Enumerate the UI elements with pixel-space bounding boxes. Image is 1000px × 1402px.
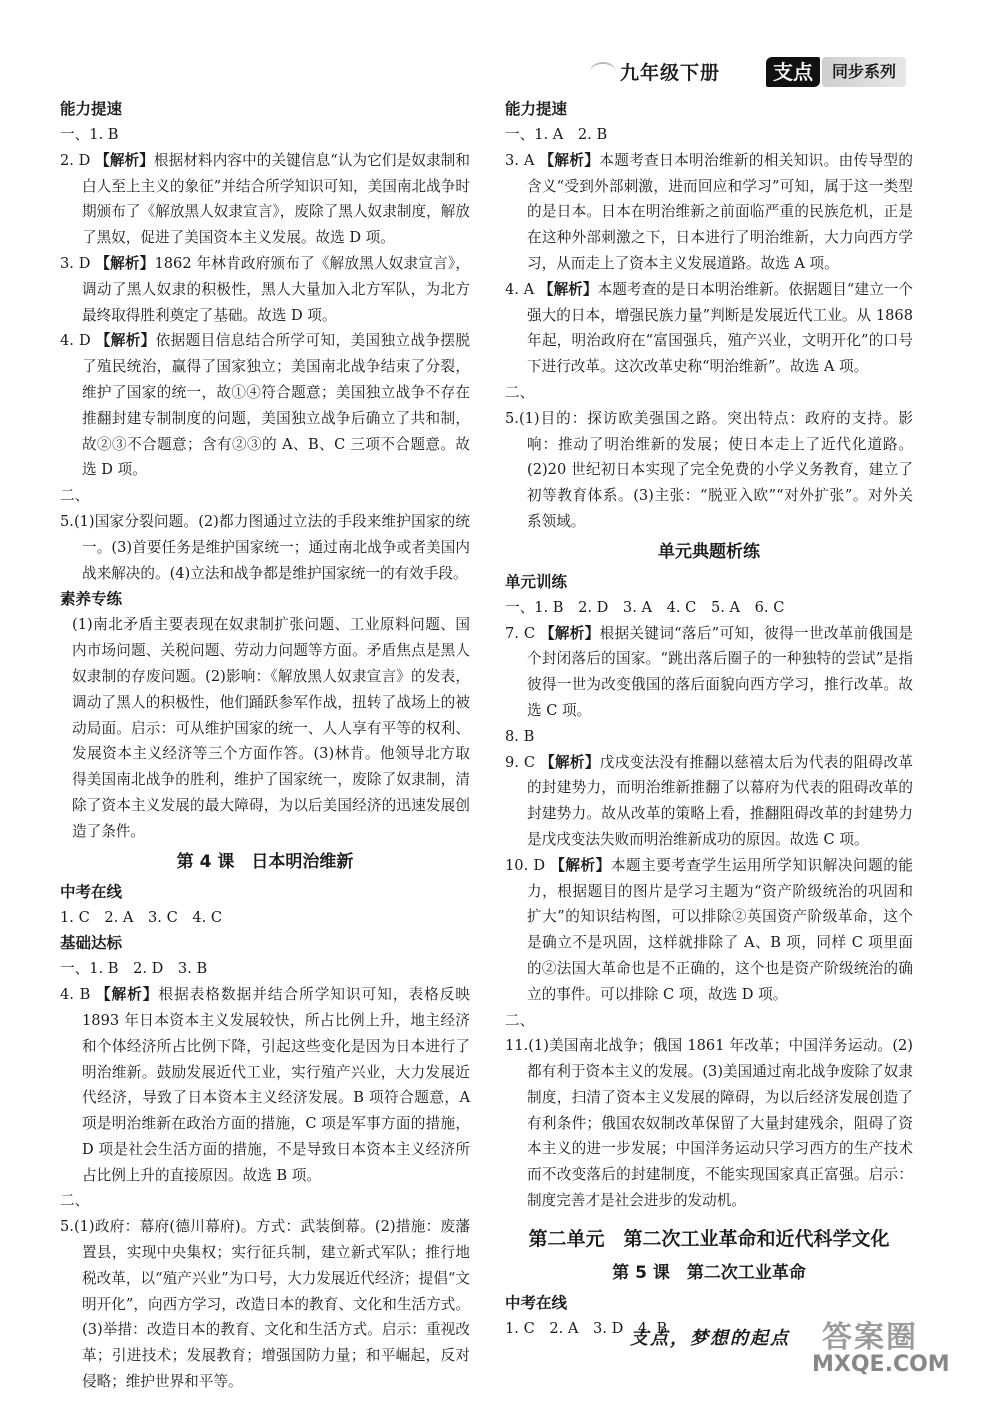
- answer-item: [505, 406, 913, 535]
- item-text: 本题考查的是日本明治维新。依据题目“建立一个强大的日本，增强民族力量”判断是发展近代工业。从 1868 年起，明治政府在“富国强兵，殖产兴业，文明开化”的口号下进行改革。这次改革史称“明治维新”。故选 A 项。: [527, 280, 914, 376]
- item-number: 11.: [505, 1037, 529, 1055]
- item-text: 本题主要考查学生运用所学知识解决问题的能力，根据题目的图片是学习主题为“资产阶级统治的巩固和扩大”的知识结构图，可以排除②英国资产阶级革命，这个是确立不是巩固，这样就排除了 A、B 项，同样 C 项里面的②法国大革命也是不正确的，这个也是资产阶级统治的确立的事件。可以排除 C 项，故选 D 项。: [527, 856, 913, 1003]
- left-column: [60, 96, 470, 1395]
- item-number: 3. D: [60, 254, 91, 272]
- answer-line: 一、1. A 2. B: [505, 126, 608, 143]
- footer-slogan: 支点，梦想的起点: [630, 1328, 790, 1349]
- watermark: [812, 1312, 982, 1390]
- analysis-tag: 【解析】: [550, 856, 611, 874]
- answer-item: [60, 148, 470, 251]
- section-heading: 能力提速: [505, 100, 568, 118]
- item-number: 10. D: [505, 856, 546, 874]
- analysis-tag: 【解析】: [95, 151, 154, 169]
- section-heading: 素养专练: [60, 590, 123, 609]
- watermark-url: MXQE.COM: [812, 1352, 950, 1377]
- section-heading: 能力提速: [60, 100, 123, 118]
- item-number: 9. C: [505, 753, 536, 771]
- answer-line: 一、1. B 2. D 3. A 4. C 5. A 6. C: [505, 598, 785, 616]
- answer-line: 二、: [60, 487, 90, 505]
- item-text: (1)国家分裂问题。(2)都力图通过立法的手段来维护国家的统一。(3)首要任务是维护国家统一；通过南北战争或者美国内战来解决的。(4)立法和战争都是维护国家统一的有效手段。: [73, 512, 470, 582]
- analysis-tag: 【解析】: [95, 332, 156, 350]
- item-number: 4. D: [60, 332, 91, 350]
- answer-line: 二、: [505, 383, 535, 401]
- item-number: 3. A: [505, 151, 535, 169]
- section-heading: 中考在线: [60, 882, 123, 901]
- section-heading: 基础达标: [60, 934, 123, 953]
- item-number: 5.: [505, 409, 519, 427]
- unit-title: 第二单元 第二次工业革命和近代科学文化: [528, 1227, 890, 1250]
- answer-line: 1. C 2. A 3. C 4. C: [60, 908, 223, 926]
- watermark-title: 答案圈: [822, 1320, 918, 1355]
- item-number: 2. D: [60, 151, 91, 169]
- answer-item: [60, 982, 470, 1188]
- item-text: 戊戌变法没有推翻以慈禧太后为代表的阻碍改革的封建势力，而明治维新推翻了以幕府为代表的阻碍改革的封建势力。故从改革的策略上看，推翻阻碍改革的封建势力是戊戌变法失败而明治维新成功的原因。故选 C 项。: [527, 753, 913, 848]
- section-heading: 单元训练: [505, 572, 568, 591]
- item-text: 1862 年林肯政府颁布了《解放黑人奴隶宣言》，调动了黑人奴隶的积极性，黑人大量加入北方军队，为北方最终取得胜利奠定了基础。故选 D 项。: [82, 254, 470, 324]
- answer-line: 二、: [505, 1011, 535, 1029]
- item-text: 本题考查日本明治维新的相关知识。由传导型的含义“受到外部刺激，进而回应和学习”可知，属于这一类型的是日本。日本在明治维新之前面临严重的民族危机，正是在这种外部刺激之下，日本进行了明治维新，大力向西方学习，从而走上了资本主义发展道路。故选 A 项。: [527, 151, 913, 272]
- analysis-tag: 【解析】: [540, 624, 600, 642]
- answer-line: 8. B: [505, 727, 535, 745]
- page-header: [590, 52, 908, 94]
- item-number: 4. A: [505, 280, 535, 298]
- series-label: 同步系列: [822, 57, 906, 87]
- item-text: (1)政府：幕府(德川幕府)。方式：武装倒幕。(2)措施：废藩置县，实现中央集权；实行征兵制，建立新式军队；推行地税改革，以“殖产兴业”为口号，大力发展近代经济；提倡“文明开化”，向西方学习，改造日本的教育、文化和生活方式。(3)举措：改造日本的教育、文化和生活方式。启示：重视改革；引进技术；发展教育；增强国防力量；和平崛起，反对侵略；维护世界和平等。: [73, 1218, 470, 1391]
- lesson-title: 第 5 课 第二次工业革命: [612, 1262, 806, 1283]
- section-heading: 中考在线: [505, 1293, 568, 1312]
- analysis-tag: 【解析】: [538, 280, 598, 298]
- answer-item: [60, 328, 470, 483]
- lesson-title: 第 4 课 日本明治维新: [176, 851, 354, 872]
- right-column: [505, 96, 913, 1342]
- item-text: 根据表格数据并结合所学知识可知，表格反映 1893 年日本资本主义发展较快，所占比例上升，地主经济和个体经济所占比例下降，引起这些变化是因为日本进行了明治维新。鼓励发展近代工业，实行殖产兴业，大力发展近代经济，导致了日本资本主义经济发展。B 项符合题意，A 项是明治维新在政治方面的措施，C 项是军事方面的措施，D 项是社会生活方面的措施，不是导致日本资本主义经济所占比例上升的直接原因。故选 B 项。: [82, 986, 470, 1184]
- answer-item: [505, 750, 913, 853]
- analysis-tag: 【解析】: [540, 753, 600, 771]
- brand-logo: 支点: [766, 57, 820, 87]
- answer-line: 一、1. B: [60, 126, 119, 143]
- answer-item: [60, 251, 470, 328]
- item-text: 根据材料内容中的关键信息“认为它们是奴隶制和白人至上主义的象征”并结合所学知识可知，美国南北战争时期颁布了《解放黑人奴隶宣言》，废除了黑人奴隶制度，解放了黑奴，促进了美国资本主义发展。故选 D 项。: [82, 151, 471, 247]
- answer-item: [505, 277, 913, 380]
- answer-item: [505, 621, 913, 724]
- item-text: (1)目的：探访欧美强国之路。突出特点：政府的支持。影响：推动了明治维新的发展；使日本走上了近代化道路。(2)20 世纪初日本实现了完全免费的小学义务教育，建立了初等教育体系。(3)主张：“脱亚入欧”“对外扩张”。对外关系领域。: [518, 409, 913, 530]
- answer-line: 二、: [60, 1192, 90, 1210]
- answer-item: [505, 853, 913, 1008]
- answer-line: 一、1. B 2. D 3. B: [60, 960, 208, 978]
- answer-paragraph: (1)南北矛盾主要表现在奴隶制扩张问题、工业原料问题、国内市场问题、关税问题、劳动力问题等方面。矛盾焦点是黑人奴隶制的存废问题。(2)影响：《解放黑人奴隶宣言》的发表，调动了黑人的积极性，他们踊跃参军作战，扭转了战场上的被动局面。启示：可从维护国家的统一、人人享有平等的权利、发展资本主义经济等三个方面作答。(3)林肯。他领导北方取得美国南北战争的胜利，维护了国家统一，废除了奴隶制，清除了资本主义发展的最大障碍，为以后美国经济的迅速发展创造了条件。: [72, 616, 470, 840]
- swoosh-decoration-icon: [590, 62, 616, 82]
- analysis-tag: 【解析】: [96, 986, 159, 1004]
- item-text: 依据题目信息结合所学可知，美国独立战争摆脱了殖民统治，赢得了国家独立；美国南北战争结束了分裂，维护了国家的统一，故①④符合题意；美国独立战争不存在推翻封建专制制度的问题，美国独立战争后确立了共和制，故②③不合题意；含有②③的 A、B、C 三项不合题意。故选 D 项。: [82, 332, 471, 479]
- item-number: 7. C: [505, 624, 536, 642]
- answer-item: [505, 148, 913, 277]
- analysis-tag: 【解析】: [539, 151, 600, 169]
- item-number: 5.: [60, 1218, 74, 1236]
- grade-label: 九年级下册: [620, 62, 721, 84]
- analysis-tag: 【解析】: [95, 254, 155, 272]
- item-number: 5.: [60, 512, 74, 530]
- answer-item: [60, 1214, 470, 1395]
- answer-item: [60, 509, 470, 586]
- answer-item: [505, 1033, 913, 1214]
- item-number: 4. B: [60, 986, 91, 1004]
- answer-line: 1. C 2. A 3. D 4. B: [505, 1319, 668, 1337]
- item-text: (1)美国南北战争；俄国 1861 年改革；中国洋务运动。(2)都有利于资本主义的发展。(3)美国通过南北战争废除了奴隶制度，扫清了资本主义发展的障碍，为以后经济发展创造了有利条件；俄国农奴制改革保留了大量封建残余，阻碍了资本主义的进一步发展；中国洋务运动只学习西方的生产技术而不改变落后的封建制度，不能实现国家真正富强。启示：制度完善才是社会进步的发动机。: [527, 1037, 913, 1210]
- item-text: 根据关键词“落后”可知，彼得一世改革前俄国是个封闭落后的国家。“跳出落后圈子的一种独特的尝试”是指彼得一世为改变俄国的落后面貌向西方学习，推行改革。故选 C 项。: [527, 624, 913, 719]
- section-title: 单元典题析练: [658, 541, 760, 562]
